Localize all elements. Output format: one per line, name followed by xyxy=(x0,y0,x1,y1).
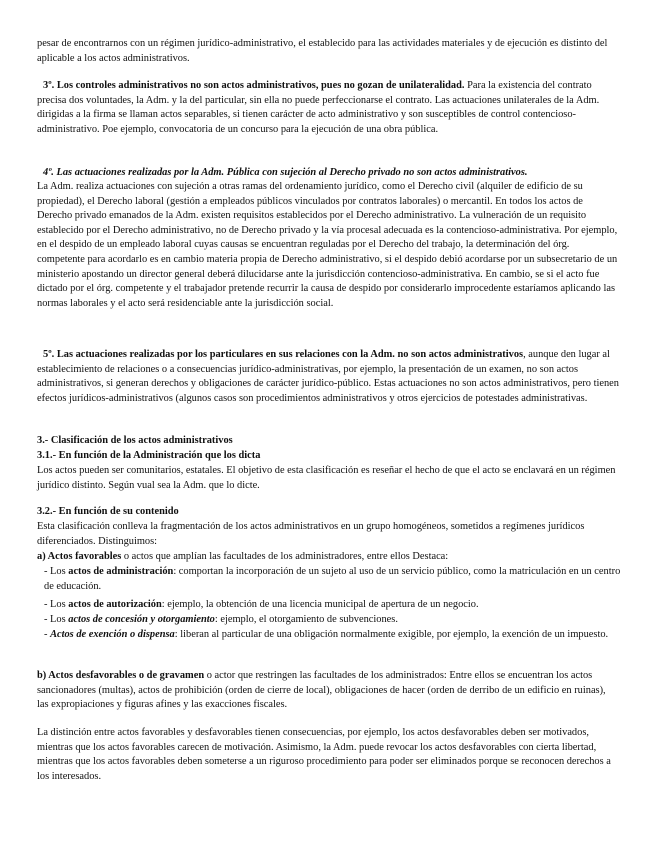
section-3-1-body: Los actos pueden ser comunitarios, estatales. El objetivo de esta clasificación es reseñar el hecho de que el acto se enclavará en un régimen jurídico distinto. Según vual sea la Adm. que lo dicte. xyxy=(37,465,616,491)
section-3-1-heading: 3.1.- En función de la Administración que los dicta xyxy=(37,450,261,461)
favorable-acts-intro: a) Actos favorables o actos que amplían las facultades de los administradores, entre ellos Destaca: xyxy=(37,551,449,562)
point-5-body: , aunque den lugar al establecimiento de relaciones o a consecuencias jurídico-administrativas, por ejemplo, la presentación de un examen, no son actos administrativos, si generan derechos y obligaciones de carácter jurídico-público. Estas actuaciones no son actos administrativos, pero tienen efectos jurídicos-administrativos (algunos casos son procedimientos administrativos y otros ejercicios de potestades administrativas. xyxy=(37,349,619,404)
point-3-paragraph xyxy=(37,79,619,137)
section-3-heading: 3.- Clasificación de los actos administrativos xyxy=(37,435,233,446)
section-3-2-body: Esta clasificación conlleva la fragmentación de los actos administrativos en un grupo homogéneos, sometidos a regímenes jurídicos diferenciados. Distinguimos: xyxy=(37,521,585,547)
final-paragraph: La distinción entre actos favorables y desfavorables tienen consecuencias, por ejemplo, los actos desfavorables deben ser motivados, mientras que los actos favorables carecen de motivación. Asimismo, la Adm. puede revocar los actos desfavorables con cierta libertad, mientras que los actos favorables deben someterse a un riguroso procedimiento para poder ser eliminados porque se reconocen derechos a los interesados. xyxy=(37,727,611,782)
point-5-paragraph xyxy=(37,348,619,406)
intro-paragraph: pesar de encontrarnos con un régimen jurídico-administrativo, el establecido para las actividades materiales y de ejecución es distinto del aplicable a los actos administrativos. xyxy=(37,38,608,64)
list-item: - Los actos de concesión y otorgamiento: ejemplo, el otorgamiento de subvenciones. xyxy=(44,614,398,625)
list-item: - Actos de exención o dispensa: liberan al particular de una obligación normalmente exigible, por ejemplo, la exención de un impuesto. xyxy=(44,629,609,640)
list-item: - Los actos de administración: comportan la incorporación de un sujeto al uso de un servicio público, como la matriculación en un centro de educación. xyxy=(44,566,621,592)
point-4-body: La Adm. realiza actuaciones con sujeción a otras ramas del ordenamiento jurídico, como el Derecho civil (alquiler de edificio de su propiedad), el Derecho laboral (gestión a empleados públicos vinculados por contratos laborales) o mercantil. En todos los actos de Derecho privado emanados de la Adm. existen requisitos establecidos por el Derecho administrativo. La vulneración de un requisito establecido por el Derecho administrativo, no de Derecho privado y la vía procesal adecuada es la contencioso-administrativa. Por ejemplo, en el despido de un empleado laboral cuyas causas se encuentran reguladas por el Derecho del trabajo, la determinación del órg. competente para acordarlo es en cambio materia propia de Derecho administrativo, si el despido debió acordarse por un subsecretario de un ministerio apostando un director general deberá dilucidarse ante la jurisdicción contencioso-administrativa. En cambio, se si el acto fue dictado por el órg. competente y el trabajador pretende recurrir la causa de despido por considerarlo improcedente estaríamos aplicando las normas laborales y el acto será residenciable ante la jurisdicción social. xyxy=(37,181,618,309)
point-3-body: Para la existencia del contrato precisa dos voluntades, la Adm. y la del particular, sin ella no puede perfeccionarse el contrato. Las actuaciones unilaterales de la Adm. dirigidas a la firma se llaman actos separables, si tienen carácter de acto administrativo y son susceptibles de control contencioso-administrativo. Poe ejemplo, convocatoria de un concurso para la ejecución de una obra pública. xyxy=(37,80,600,135)
unfavorable-acts-paragraph: b) Actos desfavorables o de gravamen o actor que restringen las facultades de los administrados: Entre ellos se encuentran los actos sancionadores (multas), actos de prohibición (orden de cierre de local), obligaciones de hacer (orden de derribo de un edificio en ruinas), las expropiaciones y figuras afines y las exacciones fiscales. xyxy=(37,670,606,711)
point-3-title: 3º. Los controles administrativos no son actos administrativos, pues no gozan de unilateralidad. xyxy=(43,80,465,91)
section-3-2-heading: 3.2.- En función de su contenido xyxy=(37,506,179,517)
point-4-title: 4º. Las actuaciones realizadas por la Adm. Pública con sujeción al Derecho privado no son actos administrativos. xyxy=(43,167,528,178)
point-5-title: 5º. Las actuaciones realizadas por los particulares en sus relaciones con la Adm. no son actos administrativos xyxy=(43,349,524,360)
list-item: - Los actos de autorización: ejemplo, la obtención de una licencia municipal de apertura de un negocio. xyxy=(44,599,479,610)
